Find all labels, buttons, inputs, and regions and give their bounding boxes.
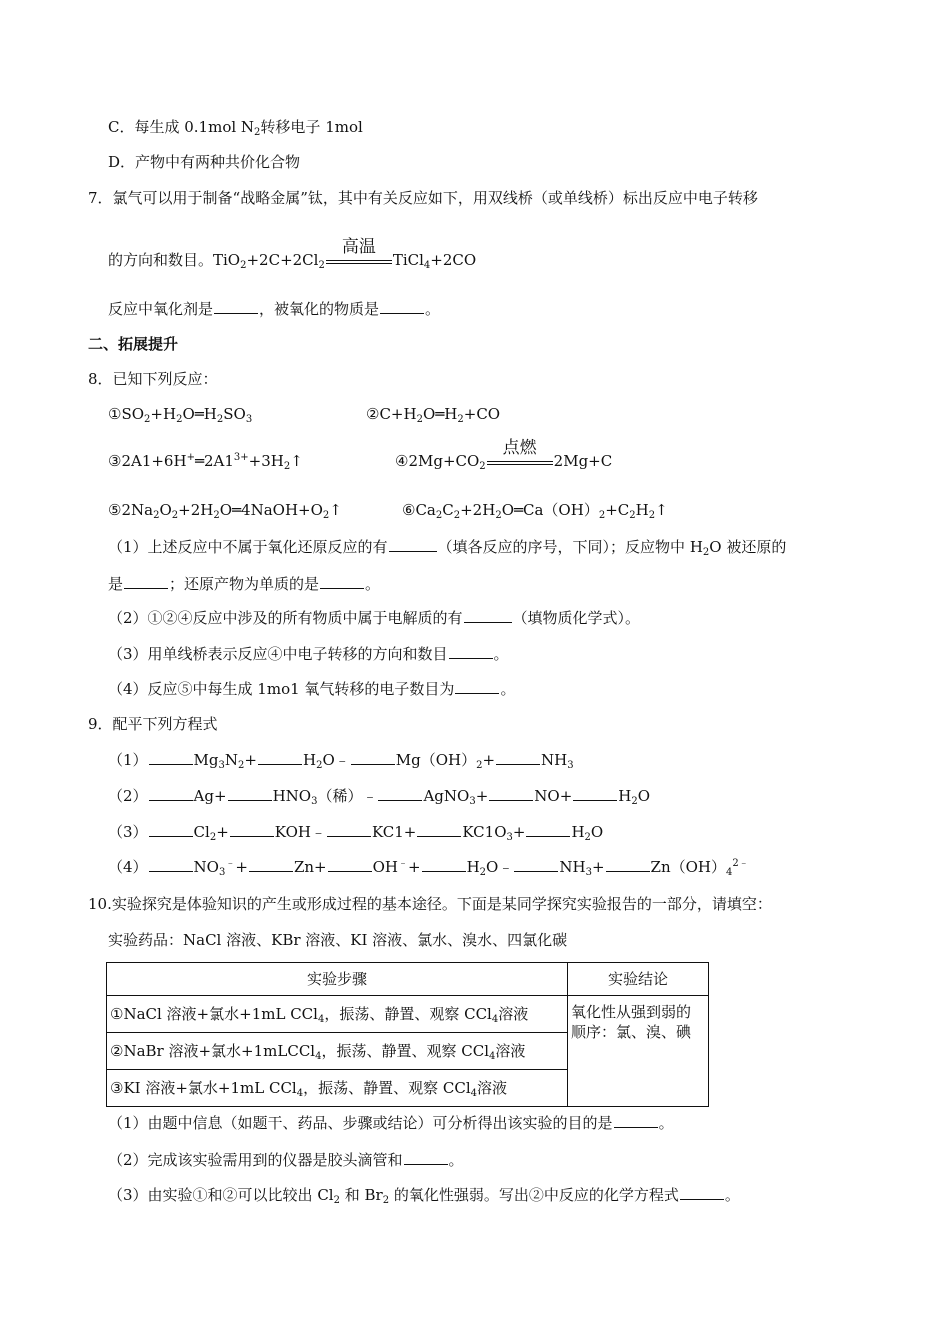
q8-part4: （4）反应⑤中每生成 1mo1 氧气转移的电子数目为 。 bbox=[108, 680, 516, 698]
blank[interactable] bbox=[449, 644, 493, 659]
table-row-3: ③KI 溶液+氯水+1mL CCl$_4$，振荡、静置、观察 CCl$_4$溶液 bbox=[107, 1070, 568, 1107]
blank[interactable] bbox=[514, 857, 558, 872]
experiment-table bbox=[106, 962, 709, 1107]
q8-part1: （1）上述反应中不属于氧化还原反应的有 （填各反应的序号，下同）；反应物中 $H_2O$ 被还原的 bbox=[108, 538, 787, 558]
table-header-steps: 实验步骤 bbox=[107, 963, 568, 996]
blank[interactable] bbox=[680, 1185, 724, 1200]
blank[interactable] bbox=[228, 786, 272, 801]
q8-part2: （2）①②④反应中涉及的所有物质中属于电解质的有 （填物质化学式）。 bbox=[108, 609, 641, 627]
q9-eq3: （3） $Cl_2+$ KOH﹣ $KC1+ KC1O_3+ H_2O$ bbox=[108, 823, 604, 843]
blank[interactable] bbox=[489, 786, 533, 801]
blank[interactable] bbox=[404, 1150, 448, 1165]
blank[interactable] bbox=[417, 822, 461, 837]
blank[interactable] bbox=[230, 822, 274, 837]
blank[interactable] bbox=[380, 299, 424, 314]
table-row-2: ②NaBr 溶液+氯水+1mLCCl$_4$，振荡、静置、观察 CCl$_4$溶液 bbox=[107, 1033, 568, 1070]
q9-eq2: （2） $Ag+ HNO_3$（稀）﹣ AgNO$_3$+ $NO+ H_2O$ bbox=[108, 787, 651, 807]
table-conclusion: 氧化性从强到弱的 顺序：氯、溴、碘 bbox=[568, 996, 709, 1107]
reaction-3: $③2A1+6H^+═2A1^{3+}+3H_2↑$ bbox=[108, 452, 303, 472]
q6-option-c: C．每生成 0.1mol $N_2$转移电子 1mol bbox=[108, 118, 363, 138]
reaction-5: $⑤2Na_2O_2+2H_2O═4NaOH+O_2↑$ bbox=[108, 501, 342, 521]
blank[interactable] bbox=[526, 822, 570, 837]
q8-condition-arrow bbox=[487, 438, 553, 472]
q10-part3: （3）由实验①和②可以比较出 $Cl_2$ 和 $Br_2$ 的氧化性强弱。写出②中反应的化学方程式 。 bbox=[108, 1186, 740, 1206]
reaction-2: $②C+H_2O═H_2+CO$ bbox=[366, 405, 501, 425]
blank[interactable] bbox=[214, 299, 258, 314]
blank[interactable] bbox=[389, 537, 437, 552]
q10-part1: （1）由题中信息（如题干、药品、步骤或结论）可分析得出该实验的目的是 。 bbox=[108, 1114, 674, 1132]
blank[interactable] bbox=[149, 786, 193, 801]
blank[interactable] bbox=[258, 750, 302, 765]
blank[interactable] bbox=[496, 750, 540, 765]
section-title: 二、拓展提升 bbox=[88, 335, 179, 353]
blank[interactable] bbox=[149, 750, 193, 765]
blank[interactable] bbox=[328, 857, 372, 872]
blank[interactable] bbox=[124, 574, 168, 589]
blank[interactable] bbox=[464, 608, 512, 623]
blank[interactable] bbox=[378, 786, 422, 801]
blank[interactable] bbox=[351, 750, 395, 765]
q8-part3: （3）用单线桥表示反应④中电子转移的方向和数目 。 bbox=[108, 645, 509, 663]
q7-ask: 反应中氧化剂是 ，被氧化的物质是 。 bbox=[108, 300, 441, 318]
q8-part1-cont: 是 ；还原产物为单质的是 。 bbox=[108, 575, 381, 593]
blank[interactable] bbox=[249, 857, 293, 872]
q6-option-d: D．产物中有两种共价化合物 bbox=[108, 153, 301, 171]
blank[interactable] bbox=[455, 679, 499, 694]
blank[interactable] bbox=[327, 822, 371, 837]
table-header-conclusion: 实验结论 bbox=[568, 963, 709, 996]
q10-stem: 10.实验探究是体验知识的产生或形成过程的基本途径。下面是某同学探究实验报告的一部分，请填空： bbox=[88, 895, 772, 913]
q9-eq4: （4） $NO_3^﹣+ Zn+ OH^﹣+$ $H_2O﹣$ $NH_3+ Zn(OH)_4^{2﹣}$ bbox=[108, 858, 749, 878]
q9-eq1: （1） $Mg_3N_2+$ $H_2O﹣$ $Mg(OH)_2+ NH_3$ bbox=[108, 751, 574, 771]
table-row-1: ①NaCl 溶液+氯水+1mL CCl$_4$，振荡、静置、观察 CCl$_4$溶液 bbox=[107, 996, 568, 1033]
q7-condition: 高温 bbox=[341, 237, 376, 257]
reaction-1: $①SO_2+H_2O═H_2SO_3$ bbox=[108, 405, 253, 425]
q8-stem: 8．已知下列反应： bbox=[88, 370, 218, 388]
reaction-6: $⑥Ca_2C_2+2H_2O═Ca(OH)_2+C_2H_2↑$ bbox=[402, 501, 668, 521]
blank[interactable] bbox=[606, 857, 650, 872]
q9-stem: 9．配平下列方程式 bbox=[88, 715, 218, 733]
blank[interactable] bbox=[422, 857, 466, 872]
q8-condition: 点燃 bbox=[502, 438, 537, 458]
reaction-4: $④2Mg+CO_2$ 点燃 2Mg+C bbox=[395, 438, 613, 472]
blank[interactable] bbox=[614, 1113, 658, 1128]
blank[interactable] bbox=[573, 786, 617, 801]
blank[interactable] bbox=[320, 574, 364, 589]
blank[interactable] bbox=[149, 822, 193, 837]
q10-part2: （2）完成该实验需用到的仪器是胶头滴管和 。 bbox=[108, 1151, 464, 1169]
blank[interactable] bbox=[149, 857, 193, 872]
q10-reagents: 实验药品：NaCl 溶液、KBr 溶液、KI 溶液、氯水、溴水、四氯化碳 bbox=[108, 931, 568, 949]
q7-equation: 的方向和数目。$TiO_2+2C+2Cl_2$ 高温 TiCl$_4$+2CO bbox=[108, 237, 477, 271]
q7-stem: 7．氯气可以用于制备“战略金属”钛，其中有关反应如下，用双线桥（或单线桥）标出反应中电子转移 bbox=[88, 189, 758, 207]
q7-condition-arrow bbox=[326, 237, 392, 271]
